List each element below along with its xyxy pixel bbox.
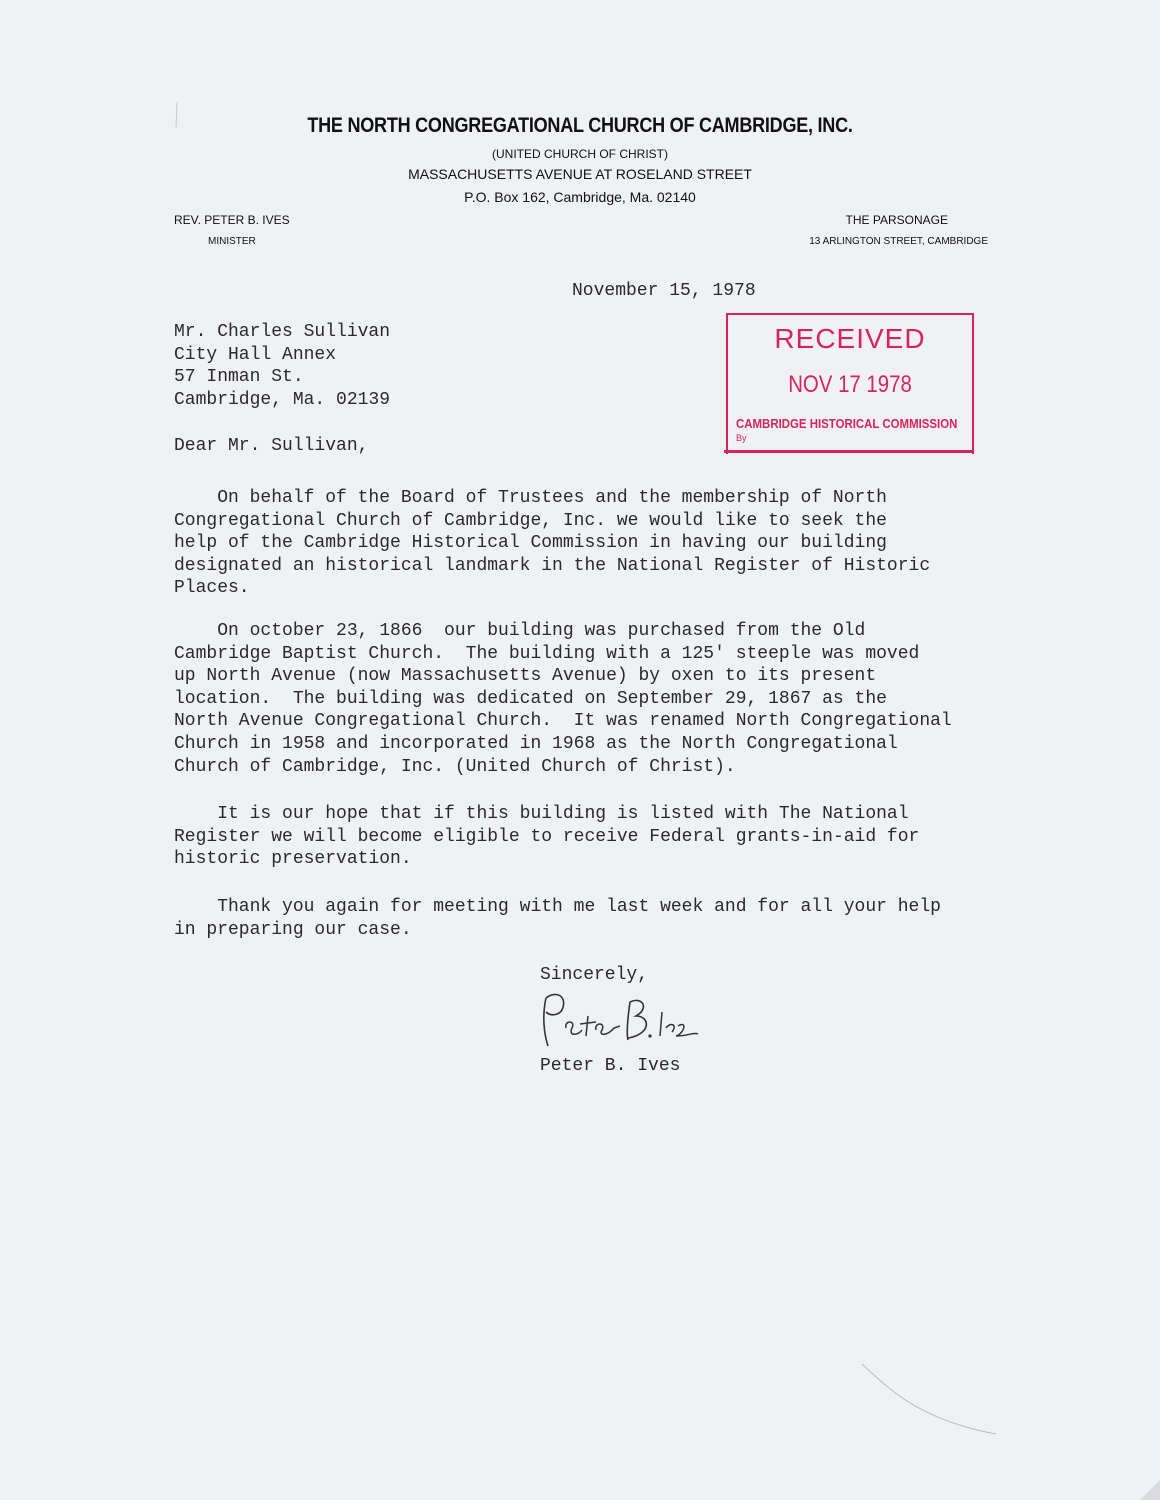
stamp-date: NOV 17 1978	[788, 371, 912, 398]
paragraph-line: North Avenue Congregational Church. It was renamed North Congregational	[174, 711, 952, 732]
letterhead-po-box: P.O. Box 162, Cambridge, Ma. 02140	[464, 189, 696, 205]
paragraph-line: Register we will become eligible to receive Federal grants-in-aid for	[174, 826, 920, 847]
paragraph-line: Places.	[174, 578, 250, 599]
paragraph-line: historic preservation.	[174, 849, 412, 870]
paragraph-line: location. The building was dedicated on September 29, 1867 as the	[174, 688, 887, 709]
recipient-line: Cambridge, Ma. 02139	[174, 389, 391, 410]
paragraph-line: Congregational Church of Cambridge, Inc. we would like to seek the	[174, 510, 887, 531]
paragraph-line: On behalf of the Board of Trustees and the membership of North	[174, 488, 887, 508]
paragraph-line: Church of Cambridge, Inc. (United Church of Christ).	[174, 756, 736, 777]
stamp-received-label: RECEIVED	[774, 323, 926, 354]
stamp-by: By	[736, 433, 747, 443]
handwritten-signature	[538, 976, 708, 1056]
body-paragraph	[174, 803, 994, 871]
letterhead-church-name: THE NORTH CONGREGATIONAL CHURCH OF CAMBRIDGE, INC.	[307, 114, 853, 137]
minister-title: MINISTER	[208, 236, 256, 247]
recipient-line: City Hall Annex	[174, 344, 337, 365]
paragraph-line: It is our hope that if this building is listed with The National	[174, 804, 909, 824]
parsonage-address: 13 ARLINGTON STREET, CAMBRIDGE	[809, 236, 988, 247]
paper-crease	[860, 1360, 1000, 1440]
letter-date: November 15, 1978	[572, 281, 756, 301]
stamp-organization: CAMBRIDGE HISTORICAL COMMISSION	[736, 416, 958, 431]
paragraph-line: On october 23, 1866 our building was purchased from the Old	[174, 621, 866, 641]
recipient-line: Mr. Charles Sullivan	[174, 322, 391, 342]
paragraph-line: Church in 1958 and incorporated in 1968 as the North Congregational	[174, 733, 898, 754]
closing: Sincerely,	[540, 965, 649, 985]
salutation: Dear Mr. Sullivan,	[174, 436, 369, 456]
received-stamp	[726, 313, 974, 454]
body-paragraph	[174, 620, 994, 778]
recipient-address	[174, 321, 390, 411]
paragraph-line: help of the Cambridge Historical Commission in having our building	[174, 533, 887, 554]
paragraph-line: Thank you again for meeting with me last week and for all your help	[174, 897, 941, 917]
paragraph-line: in preparing our case.	[174, 919, 412, 940]
recipient-line: 57 Inman St.	[174, 367, 304, 387]
signer-name: Peter B. Ives	[540, 1056, 681, 1076]
stamp-bottom-border	[724, 450, 974, 453]
minister-name: REV. PETER B. IVES	[174, 213, 290, 227]
corner-shadow	[1140, 1480, 1160, 1500]
letterhead-denomination: (UNITED CHURCH OF CHRIST)	[492, 147, 668, 161]
body-paragraph	[174, 896, 994, 941]
letterhead-street: MASSACHUSETTS AVENUE AT ROSELAND STREET	[408, 166, 752, 182]
paragraph-line: up North Avenue (now Massachusetts Avenue) by oxen to its present	[174, 666, 877, 687]
paper-speck	[172, 100, 182, 130]
paragraph-line: designated an historical landmark in the National Register of Historic	[174, 555, 931, 576]
parsonage-label: THE PARSONAGE	[845, 213, 948, 227]
paragraph-line: Cambridge Baptist Church. The building with a 125' steeple was moved	[174, 643, 920, 664]
body-paragraph	[174, 487, 994, 600]
